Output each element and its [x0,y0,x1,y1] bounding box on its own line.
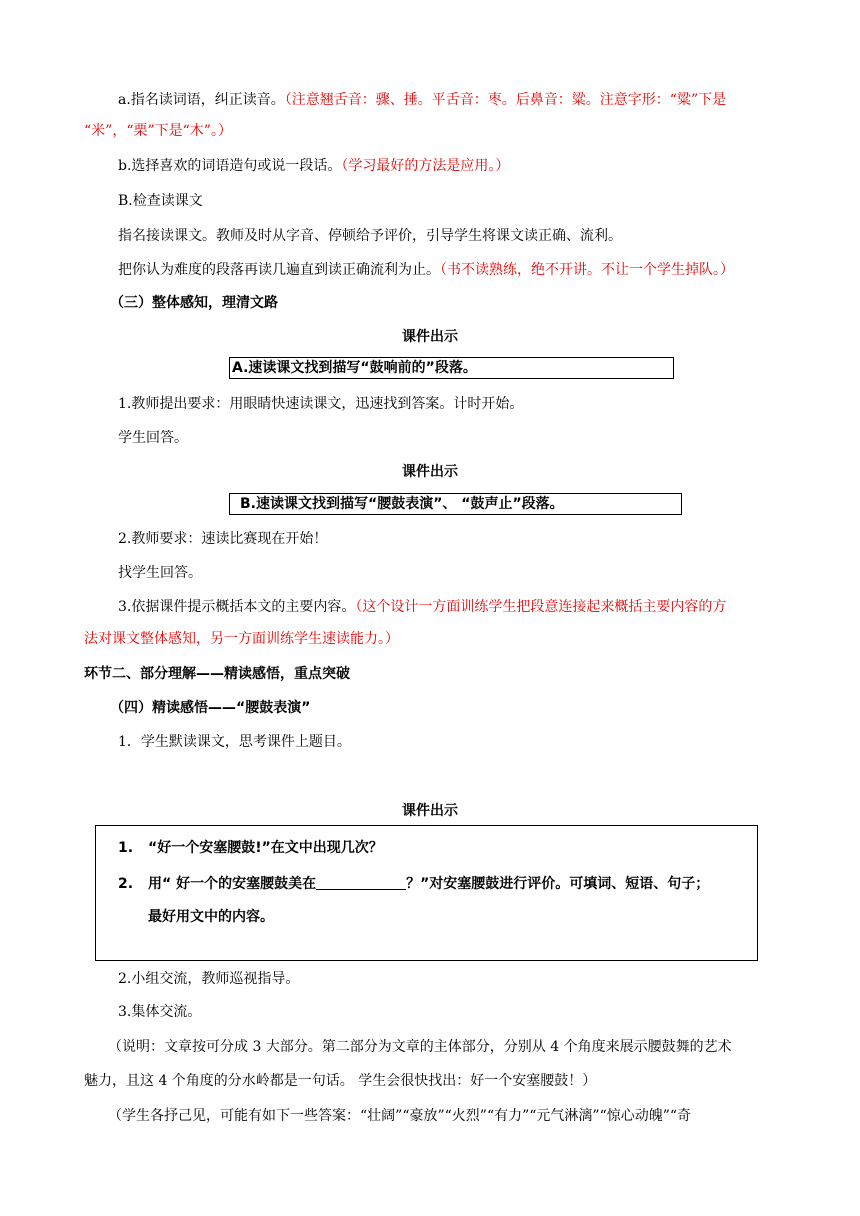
courseware-box-3 [95,825,758,961]
courseware-box-1-text: A.速读课文找到描写“鼓响前的”段落。 [232,360,477,376]
courseware-box-2 [229,493,682,515]
question-2-text-b: ？”对安塞腰鼓进行评价。可填词、短语、句子； [406,876,710,892]
question-2-text-cont: 最好用文中的内容。 [148,909,274,925]
courseware-label-1: 课件出示 [402,329,458,345]
item-6: 3.集体交流。 [118,1004,202,1020]
question-1-number: 1. [118,840,134,856]
paragraph-1: 指名接读课文。教师及时从字音、停顿给予评价，引导学生将课文读正确、流利。 [118,228,622,244]
question-2-text [148,874,709,894]
item-a-text: a.指名读词语，纠正读音。 [118,92,285,108]
courseware-box-2-text: B.速读课文找到描写“腰鼓表演”、 “鼓声止”段落。 [240,496,564,512]
students-line-1: （学生各抒己见，可能有如下一些答案：“壮阔”“豪放”“火烈”“有力”“元气淋漓”“惊心动魄”“奇 [108,1108,692,1124]
question-2-number: 2. [118,876,134,892]
question-2-text-a: 用“ 好一个的安塞腰鼓美在 [148,876,317,892]
section-3-heading: （三）整体感知，理清文路 [110,295,278,311]
answer-2: 找学生回答。 [118,565,202,581]
heading-B: B.检查读课文 [118,193,203,209]
item-3-note-cont: 法对课文整体感知，另一方面训练学生速读能力。） [84,631,399,647]
item-1: 1.教师提出要求：用眼睛快速读课文，迅速找到答案。计时开始。 [118,396,524,412]
explain-line-1: （说明：文章按可分成 3 大部分。第二部分为文章的主体部分，分别从 4 个角度来展示腰鼓舞的艺术 [108,1039,732,1055]
stage-2-heading: 环节二、部分理解——精读感悟，重点突破 [84,666,350,682]
item-5: 2.小组交流，教师巡视指导。 [118,971,300,987]
item-a [118,90,726,110]
item-a-note-cont: “米”，“栗”下是“木”。） [84,123,232,139]
item-b [118,156,509,176]
item-3 [118,597,726,617]
item-2: 2.教师要求：速读比赛现在开始！ [118,531,328,547]
answer-1: 学生回答。 [118,430,188,446]
question-1-text: “好一个安塞腰鼓!”在文中出现几次？ [148,840,383,856]
courseware-label-2: 课件出示 [402,464,458,480]
item-3-note: （这个设计一方面训练学生把段意连接起来概括主要内容的方 [355,599,727,615]
paragraph-2-note: （书不读熟练，绝不开讲。不让一个学生掉队。） [440,262,734,278]
paragraph-2 [118,260,734,280]
section-4-heading: （四）精读感悟——“腰鼓表演” [110,700,311,716]
fill-blank [316,875,406,890]
paragraph-2-text: 把你认为难度的段落再读几遍直到读正确流利为止。 [118,262,440,278]
item-a-note: （注意翘舌音：骤、捶。平舌音：枣。后鼻音：粱。注意字形：“粱”下是 [284,92,727,108]
item-3-text: 3.依据课件提示概括本文的主要内容。 [118,599,356,615]
explain-line-2: 魅力，且这 4 个角度的分水岭都是一句话。 学生会很快找出：好一个安塞腰鼓！） [84,1073,597,1089]
item-4: 1．学生默读课文，思考课件上题目。 [118,734,351,750]
courseware-box-1 [229,357,674,379]
courseware-label-3: 课件出示 [402,803,458,819]
item-b-text: b.选择喜欢的词语造句或说一段话。 [118,158,342,174]
item-b-note: （学习最好的方法是应用。） [341,158,510,174]
